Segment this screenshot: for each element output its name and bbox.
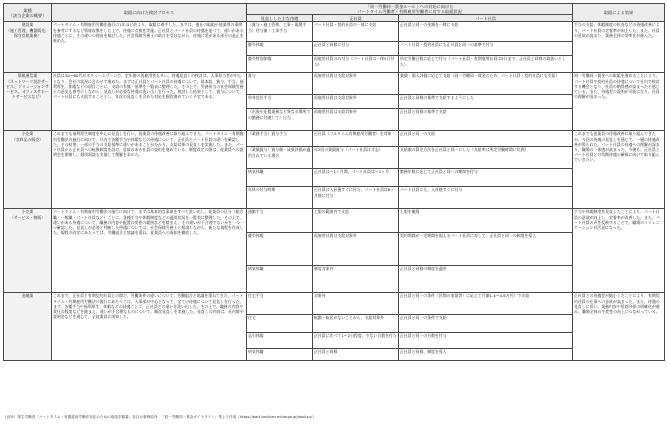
header-part-time: パート社員 [399,15,573,22]
item-cell: 慶弔特別休暇 [247,56,313,73]
regular-cell: 対象外 [313,293,399,315]
process-cell: 社員は30～60代がボリュームゾーンで、定年後の再雇用者も多い。待遇見直しの検討は、人事担当者が中心となり、会社の状況に合わせて進めた。まずは正社員とパート社員の待遇について、基本給、賞与、手当、福利厚生、休暇などの項目ごとに、支給の有無・基準を一覧表に整理した。その上で、労務担当の社会保険労務士の意見も参考にしながら、見直しが必要な待遇の洗い出しを行った。検討した結果として、賞与について、パート社員にも支給することとし、年次の見直しを含めた対応を順次進めていく予定である。 [52,73,247,131]
item-cell: 賞与 [247,73,313,95]
effect-cell: これまでも従業員の待遇改善に取り組んできたが、今回の待遇の見直しを通じて、一層の待遇改善が図られた。パート社員の待遇への理解が深まり、職場の一体感が高まった。今後も、正社員とパート社員との均衡待遇の確保に向けて取り組んでいきたい。 [573,131,665,209]
regular-cell: 正社員に比べて1～2日程度、少ない日数を付与 [313,333,399,349]
process-cell: パートタイム・有期雇用労働法施行の1年ほど前より、取組に着手した。まずは、他社の取組や他業界の事例を参考にするなど情報収集をした上で、待遇の点検を実施。正社員とパート社員の待遇を並べて、違いがある待遇ごとに、その違いの理由を検討した。社会保険労務士の助言を受けながら、待遇に差がある部分の是正を進めた。 [52,22,247,73]
part-time-cell: 正社員と同様、制度を導入 [399,349,573,361]
item-cell: （業績賞与）賞与額・成果評価が適用されている場合 [247,147,313,169]
regular-cell: 制度対象外 [313,266,399,293]
part-time-cell: 正社員と同様の制度を適用 [399,266,573,293]
item-cell: 住宅手当 [247,293,313,315]
process-cell: パートタイム・有期雇用労働法の施行に向けて、まずは基本的な事項をすべて洗い出し、従業員の区分（総合職・一般職・パート社員など）ごとに、各種手当や休暇制度などの適用状況を一覧表に整理した。その上で、違いがある待遇について、職務の内容や配置の変更の範囲などを踏まえ、その違いが不合理でないかを一つ一つ確認した。見直しが必要と判断した待遇については、社会保険労務士と相談しながら、新たな規程を作成した。規程の改定にあたっては、労働組合と協議を重ね、従業員への周知を徹底した。 [52,209,247,293]
regular-cell: 正社員は～1ヶ月間、パート社員は～1ヶ月 [313,169,399,187]
part-time-cell: パート社員にも、入社後すぐに付与 [399,187,573,209]
regular-cell: 再雇用社員のみ付与（パート社員は一律5日付与） [313,56,399,73]
company-cases-table [3,3,665,361]
header-process: 取組に向けた検討プロセス [52,4,247,22]
part-time-cell: 正社員と同一の日数を付与 [399,333,573,349]
item-cell: 病気休職 [247,169,313,187]
part-time-cell: 所定労働日数に応じて付与（パート社員・有期雇用社員は5日まで、正社員と同様の取扱いとした） [399,56,573,73]
item-cell: 単身赴任手当 [247,95,313,109]
item-cell: （業務手当）賞与手当 [247,131,313,147]
item-cell: 病気休職 [247,266,313,293]
regular-cell: 転勤・転居がないことから、支給対象外 [313,315,399,333]
effect-cell: 同一労働同一賃金への取組を進めることにより、パート社員や契約社員の待遇について社内で検討する機会となり、社員の納得感が高まったと感じている。また、待遇差の説明が可能になり、社員の理解が深まった。 [573,73,665,131]
regular-cell: 正社員は入社後すぐに付与、パート社員は6ヶ月後に付与 [313,187,399,209]
comparison-table-sheet [3,3,664,419]
part-time-cell: 上限を撤廃 [399,209,573,233]
part-time-cell: パート社員・契約社員にも正社員と同一の基準で付与 [399,42,573,56]
effect-cell: 手当の支給、休暇制度の拡充などの待遇改善により、パート社員の定着率が向上した。また、社員の意欲が高まり、業務全体の効率化が進んだ。 [573,22,665,73]
header-industry: 業種 （該当企業の概要） [4,4,52,22]
industry-cell: 小売業 （食料品の販売） [4,131,52,209]
source-note: （出所）厚生労働省「パートタイム・有期雇用労働法対応のための取組手順書」各社の事例紹介、「同一労働同一賃金ガイドライン」等より作成（https://part-tanjikan.mhlw.go.jp/douitsu/） [3,415,316,419]
part-time-cell: 正社員と同一の支給 [399,131,573,147]
process-cell: これまで、正社員と有期契約社員との間で、労働条件の違いについて、労働組合と協議を重ねてきた。パートタイム・有期雇用労働法の施行にあたっては、人事部が中心となって、全ての待遇について見直しを行った。まず、各種手当や福利厚生、休暇などの待遇ごとに、正社員との違いを洗い出した。その上で、職務の内容や責任の程度などを踏まえ、違いが不合理なものについて、順次見直しを実施した。見直しの内容は、社内報や説明会などを通じて、全従業員に周知した。 [52,293,247,361]
header-effect: 取組による効果 [573,4,665,22]
part-time-cell: 正社員と同様の基準で支給 [399,109,573,131]
part-time-cell: 正社員と同一の条件で支給 [399,315,573,333]
part-time-cell: 勤務年数に応じて正社員と同一の期間を付与 [399,169,573,187]
header-group: 「同一労働同一賃金ルール」への対応に向けた パートタイム労働者・有期雇用労働者に対する取組状況 [247,4,573,15]
part-time-cell: 正社員と同一の金額を一律に支給 [399,22,573,42]
effect-cell: 正社員との待遇差が縮小したことにより、有期契約社員の仕事への意欲が高まった。また、待遇の見直しに伴い、業務内容や役割分担の明確化が進み、職場全体の生産性の向上につながっている。 [573,293,665,361]
regular-cell: 正社員と同様 [313,349,399,361]
item-cell: 忌引休暇 [247,333,313,349]
regular-cell: 正社員と同様に付与 [313,42,399,56]
regular-cell: 再雇用社員は支給対象外 [313,95,399,109]
industry-cell: 小売業 （サービス・物販） [4,209,52,293]
process-cell: これまでも福利厚生制度を中心に見直しを行い、従業員の待遇改善に取り組んできた。パートタイム・有期雇用労働法の施行に向けて、社内で各種手当や休暇などの待遇について、正社員とパート社員の違いを確認した。その結果、一部の手当の支給基準に違いがあることが分かり、支給対象の見直しを実施した。また、パート社員から正社員への転換制度を設け、意欲のある社員の登用を進めている。制度改定の際は、従業員への説明会を開催し、個別面談も実施して理解を求めた。 [52,131,247,209]
regular-cell: 再雇用社員は支給対象外 [313,109,399,131]
header-items: 見直しした主な待遇 [247,15,313,22]
item-cell: 慶弔休暇 [247,233,313,266]
item-cell: 住宅 [247,315,313,333]
item-cell: 病気休職 [247,349,313,361]
part-time-cell: 支給額の算定方法を正社員と同一にした（支給率は所定労働時間に比例） [399,147,573,169]
part-time-cell: 正社員と同一の条件（民間の家賃等）に応じて月額1.4～4.6万円）で支給 [399,293,573,315]
industry-cell: 金融業 [4,293,52,361]
item-cell: （出張や応援業務など異なる場所での勤務に付随して）日当 [247,109,313,131]
effect-cell: 手当や休暇制度を見直したことにより、パート社員の意欲が向上し、定着率が改善した。また、パート社員の声を反映することで、職場のコミュニケーションが活発になった。 [573,209,665,293]
regular-cell: 再雇用社員は支給対象外 [313,73,399,95]
regular-cell: 正社員（フルタイム有期雇用労働者）を対象 [313,131,399,147]
regular-cell: パート社員・契約社員の一部に支給 [313,22,399,42]
regular-cell: 年2回の業績賞与（パート社員は寸志） [313,147,399,169]
item-cell: 慶弔休暇 [247,42,313,56]
part-time-cell: 正社員と同様の基準で支給するようにした [399,95,573,109]
regular-cell: 上限の範囲内で支給 [313,209,399,233]
industry-cell: 情報通信業 （ネットワーク設計サービス、ソリューションサービス、オフィスサポートサービスなど） [4,73,52,131]
industry-cell: 建設業 （施工管理、機器販売、保守点検業務） [4,22,52,73]
part-time-cell: 業績・個人評価に応じて支給（同一労働同一賃金のため、パート社員・契約社員にも支給） [399,73,573,95]
regular-cell: 再雇用社員は支給対象外 [313,233,399,266]
item-cell: 年休の付与時期 [247,187,313,209]
item-cell: （賞与・施工管理、工事・現場手当）付与額・工事手当 [247,22,313,42]
item-cell: 通勤手当 [247,209,313,233]
part-time-cell: 契約期間が一定期間を超えるパート社員に対して、正社員と同一の制度を導入 [399,233,573,266]
header-regular: 正社員 [313,15,399,22]
